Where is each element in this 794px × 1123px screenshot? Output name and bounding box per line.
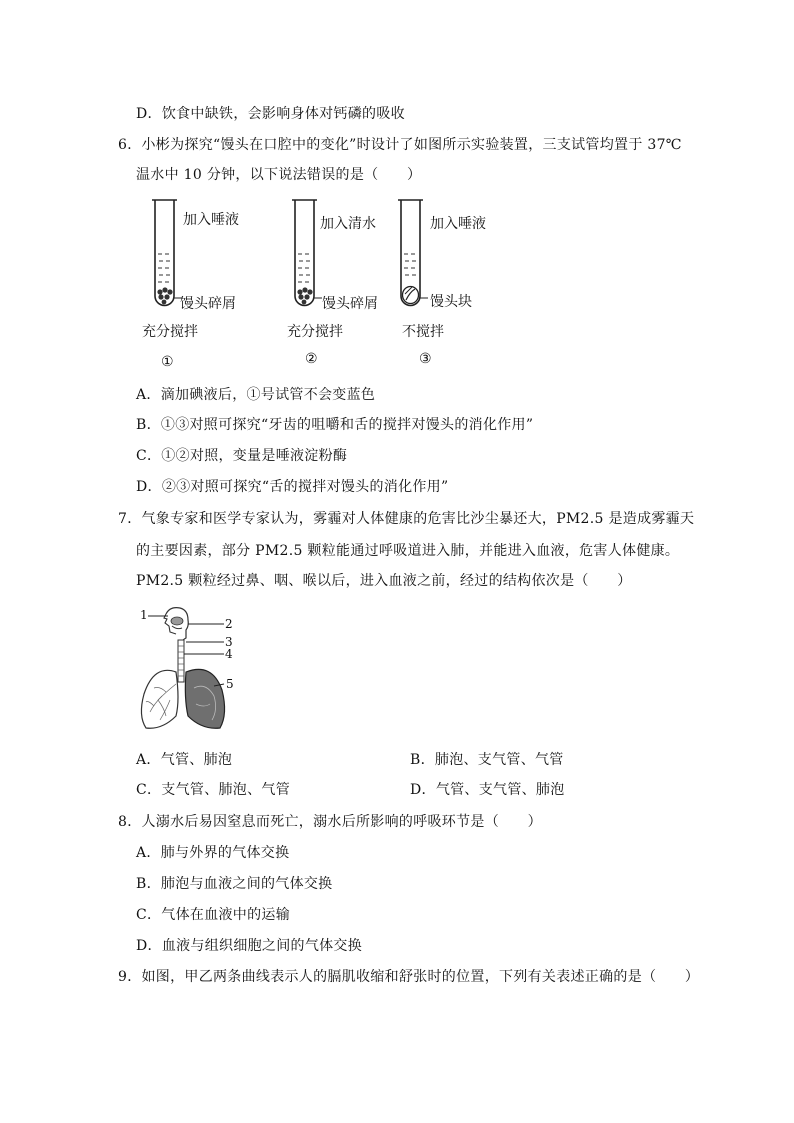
tube3-add-label: 加入唾液 — [430, 216, 486, 232]
q7-option-d: D．气管、支气管、肺泡 — [410, 782, 565, 798]
q8-option-d: D．血液与组织细胞之间的气体交换 — [136, 938, 363, 954]
tube1-action-label: 充分搅拌 — [142, 324, 198, 340]
q7-option-b: B．肺泡、支气管、气管 — [410, 752, 564, 768]
q6-stem-line1: 6．小彬为探究“馒头在口腔中的变化”时设计了如图所示实验装置，三支试管均置于 37℃ — [118, 137, 682, 153]
q7-stem-line3: PM2.5 颗粒经过鼻、咽、喉以后，进入血液之前，经过的结构依次是（ ） — [136, 573, 632, 589]
tube3-content-label: 馒头块 — [430, 294, 472, 310]
tube1-number: ① — [161, 354, 174, 370]
resp-label-3: 3 — [225, 635, 233, 649]
q6-stem-line2: 温水中 10 分钟，以下说法错误的是（ ） — [136, 167, 422, 183]
tube2-number: ② — [305, 351, 318, 367]
q6-option-b: B．①③对照可探究“牙齿的咀嚼和舌的搅拌对馒头的消化作用” — [136, 417, 534, 433]
q6-option-a: A．滴加碘液后，①号试管不会变蓝色 — [136, 387, 376, 403]
q8-option-c: C．气体在血液中的运输 — [136, 907, 291, 923]
tube2-content-label: 馒头碎屑 — [322, 296, 378, 312]
q7-stem-line1: 7．气象专家和医学专家认为，雾霾对人体健康的危害比沙尘暴还大，PM2.5 是造成雾霾天 — [118, 511, 695, 527]
tube3-action-label: 不搅拌 — [402, 324, 444, 340]
q7-stem-line2: 的主要因素，部分 PM2.5 颗粒能通过呼吸道进入肺，并能进入血液，危害人体健康。 — [136, 543, 680, 559]
q9-stem: 9．如图，甲乙两条曲线表示人的膈肌收缩和舒张时的位置，下列有关表述正确的是（ ） — [118, 969, 700, 985]
q6-option-d: D．②③对照可探究“舌的搅拌对馒头的消化作用” — [136, 479, 449, 495]
test-tube-1 — [150, 196, 184, 312]
resp-label-2: 2 — [225, 617, 233, 631]
tube2-action-label: 充分搅拌 — [287, 324, 343, 340]
resp-label-4: 4 — [225, 647, 233, 661]
q7-option-a: A．气管、肺泡 — [136, 752, 233, 768]
q6-option-c: C．①②对照，变量是唾液淀粉酶 — [136, 448, 348, 464]
q8-option-a: A．肺与外界的气体交换 — [136, 845, 290, 861]
resp-label-5: 5 — [226, 677, 234, 691]
test-tube-2 — [290, 196, 324, 312]
q8-stem: 8．人溺水后易因窒息而死亡，溺水后所影响的呼吸环节是（ ） — [118, 814, 542, 830]
tube1-add-label: 加入唾液 — [183, 212, 239, 228]
tube2-add-label: 加入清水 — [320, 216, 376, 232]
q8-option-b: B．肺泡与血液之间的气体交换 — [136, 876, 333, 892]
q5-option-d: D．饮食中缺铁，会影响身体对钙磷的吸收 — [136, 106, 405, 122]
test-tube-3 — [396, 196, 430, 312]
tube3-number: ③ — [419, 351, 432, 367]
q7-option-c: C．支气管、肺泡、气管 — [136, 782, 291, 798]
resp-label-1: 1 — [140, 608, 148, 622]
tube1-content-label: 馒头碎屑 — [180, 296, 236, 312]
